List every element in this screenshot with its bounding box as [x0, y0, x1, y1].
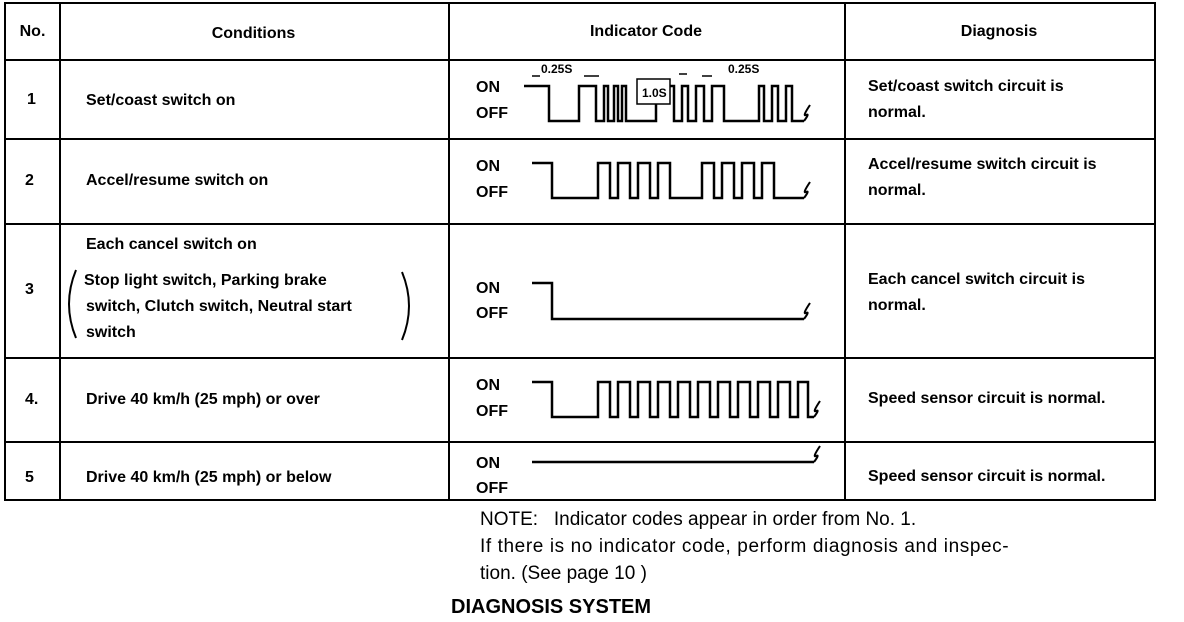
header-conditions: Conditions	[211, 25, 296, 42]
page-title: DIAGNOSIS SYSTEM	[451, 596, 652, 618]
diagnosis-text: normal.	[868, 104, 926, 121]
note-line: NOTE: Indicator codes appear in order from No. 1.	[480, 509, 917, 530]
off-label: OFF	[476, 305, 508, 322]
column-divider	[448, 4, 450, 499]
indicator-waveform	[524, 444, 824, 489]
on-label: ON	[476, 158, 500, 175]
diagnosis-text: normal.	[868, 297, 926, 314]
header-no: No.	[19, 23, 46, 40]
column-divider	[844, 4, 846, 499]
condition-text: Accel/resume switch on	[86, 172, 269, 189]
row-number: 5	[25, 469, 34, 486]
diagnosis-text: normal.	[868, 182, 926, 199]
note-line: If there is no indicator code, perform diagnosis and inspec-	[480, 536, 1010, 557]
row-divider	[6, 138, 1154, 140]
condition-text: switch	[86, 324, 136, 341]
condition-text: Stop light switch, Parking brake	[84, 272, 327, 289]
off-label: OFF	[476, 480, 508, 497]
on-label: ON	[476, 280, 500, 297]
on-label: ON	[476, 79, 500, 96]
row-divider	[6, 223, 1154, 225]
condition-text: Drive 40 km/h (25 mph) or below	[86, 469, 332, 486]
header-diagnosis: Diagnosis	[960, 23, 1038, 40]
diagnosis-table	[4, 2, 1156, 501]
timing-label: 0.25S	[541, 62, 573, 76]
indicator-waveform	[524, 364, 824, 429]
on-label: ON	[476, 377, 500, 394]
column-divider	[59, 4, 61, 499]
note-block	[480, 506, 1009, 587]
diagnosis-text: Set/coast switch circuit is	[868, 78, 1064, 95]
off-label: OFF	[476, 184, 508, 201]
off-label: OFF	[476, 105, 508, 122]
timing-label: 0.25S	[728, 62, 760, 76]
diagnosis-text: Accel/resume switch circuit is	[868, 156, 1097, 173]
off-label: OFF	[476, 403, 508, 420]
row-number: 1	[27, 91, 36, 108]
note-line: tion. (See page 10 )	[480, 563, 647, 584]
on-label: ON	[476, 455, 500, 472]
indicator-waveform	[524, 144, 824, 209]
diagnosis-text: Each cancel switch circuit is	[868, 271, 1085, 288]
condition-text: switch, Clutch switch, Neutral start	[86, 298, 352, 315]
row-number: 4.	[25, 391, 39, 408]
row-number: 2	[25, 172, 34, 189]
indicator-waveform	[524, 266, 824, 331]
row-divider	[6, 441, 1154, 443]
condition-text: Each cancel switch on	[86, 236, 257, 253]
timing-label: 1.0S	[642, 86, 667, 100]
header-indicator-code: Indicator Code	[589, 23, 702, 40]
diagnosis-text: Speed sensor circuit is normal.	[868, 390, 1106, 407]
open-paren	[60, 264, 80, 344]
condition-text: Drive 40 km/h (25 mph) or over	[86, 391, 320, 408]
condition-text: Set/coast switch on	[86, 92, 236, 109]
close-paren	[398, 266, 418, 346]
row-divider	[6, 59, 1154, 61]
row-divider	[6, 357, 1154, 359]
row-number: 3	[25, 281, 34, 298]
diagnosis-text: Speed sensor circuit is normal.	[868, 468, 1106, 485]
